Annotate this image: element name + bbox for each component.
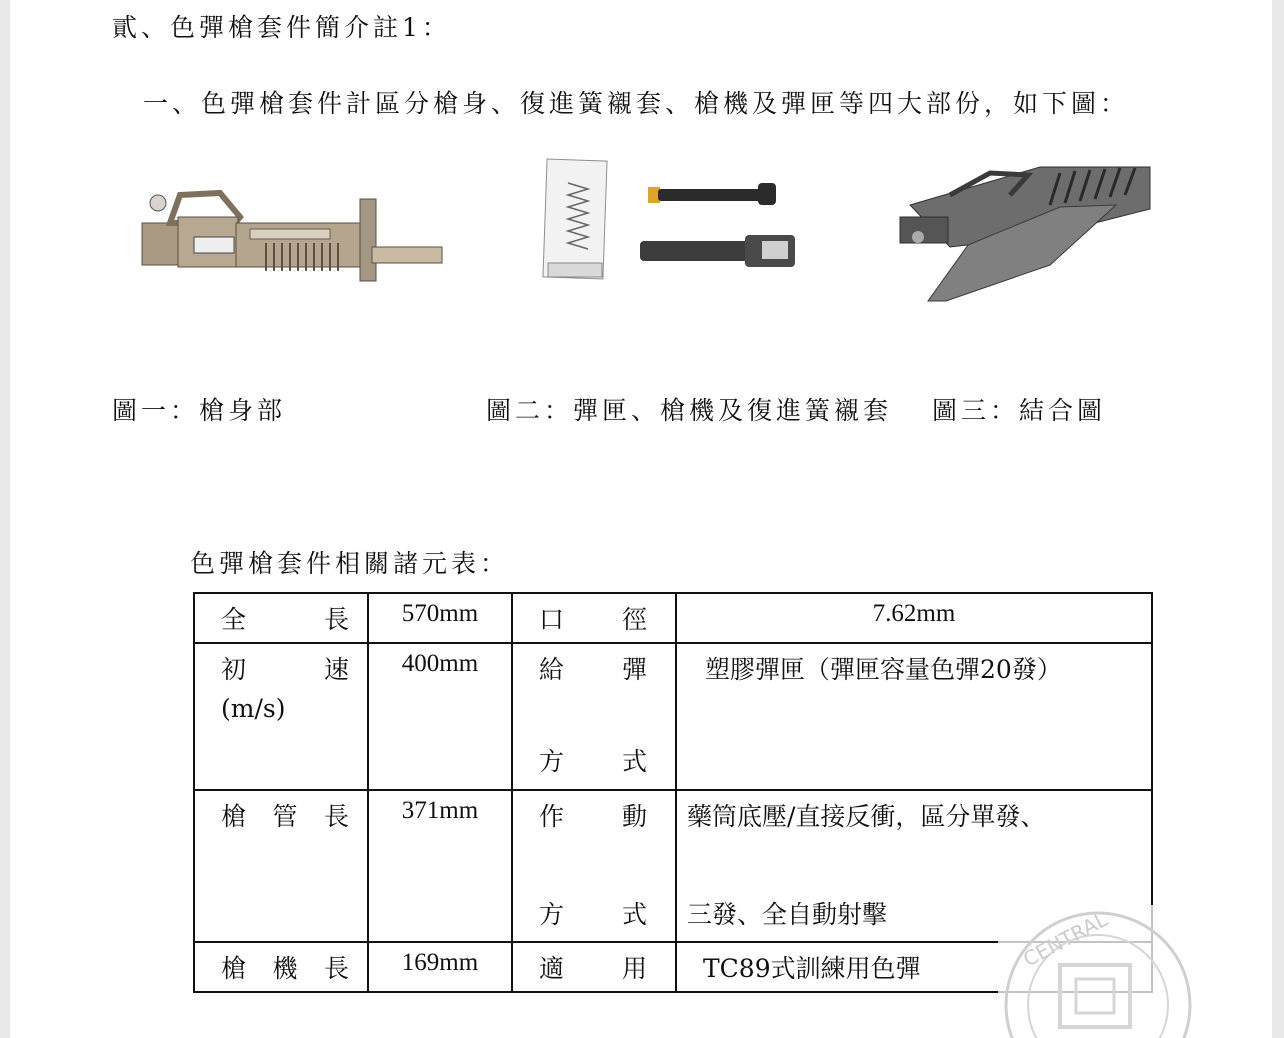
label-cell: 作 動 方 式 <box>512 790 676 942</box>
section-heading: 貳、色彈槍套件簡介註1： <box>112 13 451 42</box>
caption-figure-3: 圖三：結合圖 <box>932 396 1107 425</box>
value-cell: 400mm <box>368 643 512 790</box>
library-seal-watermark <box>998 905 1198 1038</box>
page-edge-right <box>1272 0 1284 1038</box>
label-cell: 適 用 <box>512 942 676 992</box>
value-cell: 169mm <box>368 942 512 992</box>
value-cell: 570mm <box>368 593 512 643</box>
value-cell: TC89式訓練用色彈 <box>676 942 1152 992</box>
label-cell: 槍 管 長 <box>194 790 368 942</box>
figure-assembled <box>890 165 1152 303</box>
table-row <box>194 593 1152 643</box>
label-cell: 全 長 <box>194 593 368 643</box>
label-cell: 口 徑 <box>512 593 676 643</box>
value-cell: 塑膠彈匣（彈匣容量色彈20發） <box>676 643 1152 790</box>
svg-text:CENTRAL: CENTRAL <box>1019 907 1112 972</box>
label-cell: 給 彈 方 式 <box>512 643 676 790</box>
table-row <box>194 643 1152 790</box>
figure-gun-body <box>140 185 445 285</box>
label-cell: 初 速 (m/s) <box>194 643 368 790</box>
value-cell: 7.62mm <box>676 593 1152 643</box>
caption-figure-2: 圖二：彈匣、槍機及復進簧襯套 <box>486 396 893 425</box>
caption-figure-1: 圖一：槍身部 <box>112 396 287 425</box>
label-cell: 槍 機 長 <box>194 942 368 992</box>
table-title: 色彈槍套件相關諸元表： <box>190 549 510 578</box>
figure-magazine-bolt-spring <box>530 155 830 285</box>
value-cell: 藥筒底壓/直接反衝，區分單發、 三發、全自動射擊 <box>676 790 1152 942</box>
page-edge-left <box>0 0 10 1038</box>
value-cell: 371mm <box>368 790 512 942</box>
intro-line: 一、色彈槍套件計區分槍身、復進簧襯套、槍機及彈匣等四大部份，如下圖： <box>143 89 1130 118</box>
